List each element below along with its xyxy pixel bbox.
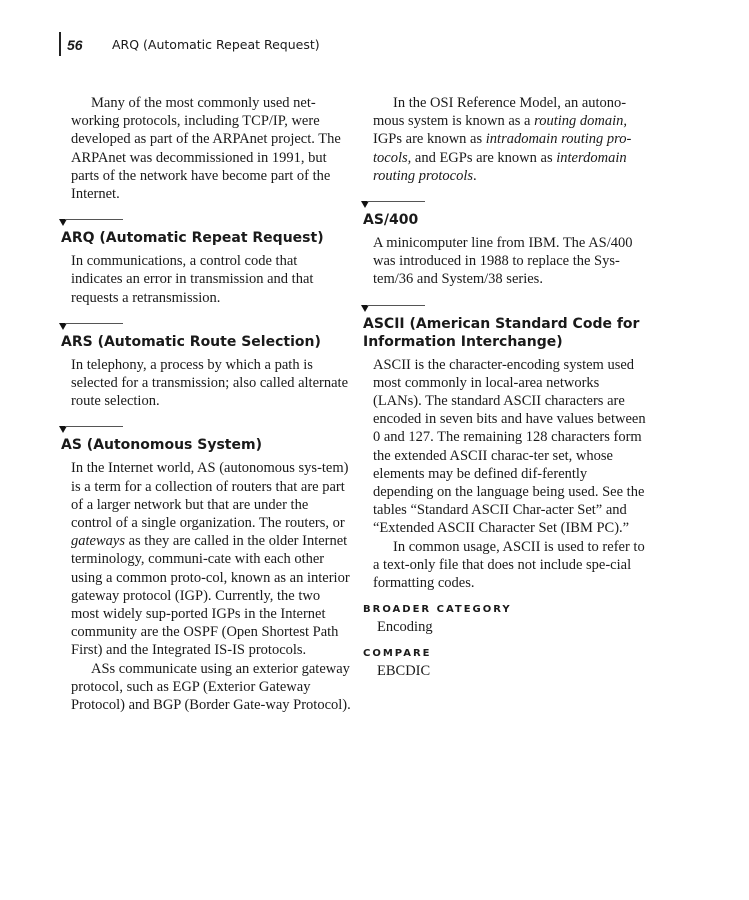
entry-arq — [59, 217, 351, 307]
entry-heading: ARS (Automatic Route Selection) — [61, 333, 321, 350]
entry-text-2: In common usage, ASCII is used to refer to a text-only file that does not include spe-cial formatting codes. — [373, 538, 645, 592]
running-title: ARQ (Automatic Repeat Request) — [112, 37, 320, 52]
continued-paragraph — [361, 94, 651, 185]
intro-text: In the OSI Reference Model, an autono-mous system is known as a routing domain, IGPs are known as intradomain routing pro-tocols, and EGPs are known as interdomain routing protocols. — [373, 95, 632, 184]
entry-marker — [361, 199, 651, 209]
entry-text: In communications, a control code that indicates an error in transmission and that requests a retransmission. — [71, 253, 314, 306]
broader-category-value: Encoding — [377, 619, 433, 636]
entry-marker — [59, 424, 351, 434]
right-column — [361, 94, 651, 681]
triangle-marker-icon — [59, 426, 67, 433]
page-number: 56 — [67, 37, 83, 53]
triangle-marker-icon — [361, 201, 369, 208]
entry-text: In telephony, a process by which a path is selected for a transmission; also called alternate route selection. — [71, 356, 349, 410]
entry-heading: ARQ (Automatic Repeat Request) — [61, 230, 324, 247]
entry-as400 — [361, 199, 651, 289]
header-rule — [59, 32, 61, 56]
compare-value: EBCDIC — [377, 663, 431, 680]
triangle-marker-icon — [59, 219, 67, 226]
entry-heading: AS/400 — [363, 212, 419, 229]
entry-ars — [59, 321, 351, 411]
entry-heading: ASCII (American Standard Code for Information Interchange) — [363, 315, 640, 350]
entry-text: A minicomputer line from IBM. The AS/400 was introduced in 1988 to replace the Sys-tem/36 and System/38 series. — [373, 235, 633, 288]
entry-text: ASCII is the character-encoding system used most commonly in local-area networks (LANs). The standard ASCII characters are encoded in seven bits and have values between 0 and 127. The remaining 128 characters form the extended ASCII charac-ter set, whose elements may be defined dif-ferently depending on the language being used. See the tables “Standard ASCII Char-acter Set” and “Extended ASCII Character Set (IBM PC).” — [373, 356, 646, 537]
triangle-marker-icon — [361, 305, 369, 312]
left-column — [59, 94, 351, 714]
triangle-marker-icon — [59, 323, 67, 330]
entry-as — [59, 424, 351, 714]
entry-marker — [59, 321, 351, 331]
broader-category-label: BROADER CATEGORY — [363, 604, 512, 616]
continued-paragraph — [59, 94, 351, 203]
entry-heading: AS (Autonomous System) — [61, 437, 262, 454]
entry-ascii — [361, 303, 651, 681]
compare-label: COMPARE — [363, 648, 432, 660]
entry-text: In the Internet world, AS (autonomous sys-tem) is a term for a collection of routers that are part of a larger network but that are under the control of a single organization. The routers, or gateways as they are called in the older Internet terminology, communi-cate with each other using a common proto-col, known as an interior gateway protocol (IGP). Currently, the two most widely sup-ported IGPs in the Internet community are the OSPF (Open Shortest Path First) and the Integrated IS-IS protocols. — [71, 460, 350, 659]
intro-text: Many of the most commonly used net-working protocols, including TCP/IP, were developed as part of the ARPAnet project. The ARPAnet was decommissioned in 1991, but parts of the network have become part of the Internet. — [71, 95, 341, 203]
entry-marker — [361, 303, 651, 313]
entry-marker — [59, 217, 351, 227]
entry-text-2: ASs communicate using an exterior gateway protocol, such as EGP (Exterior Gateway Protocol) and BGP (Border Gate-way Protocol). — [71, 660, 351, 714]
